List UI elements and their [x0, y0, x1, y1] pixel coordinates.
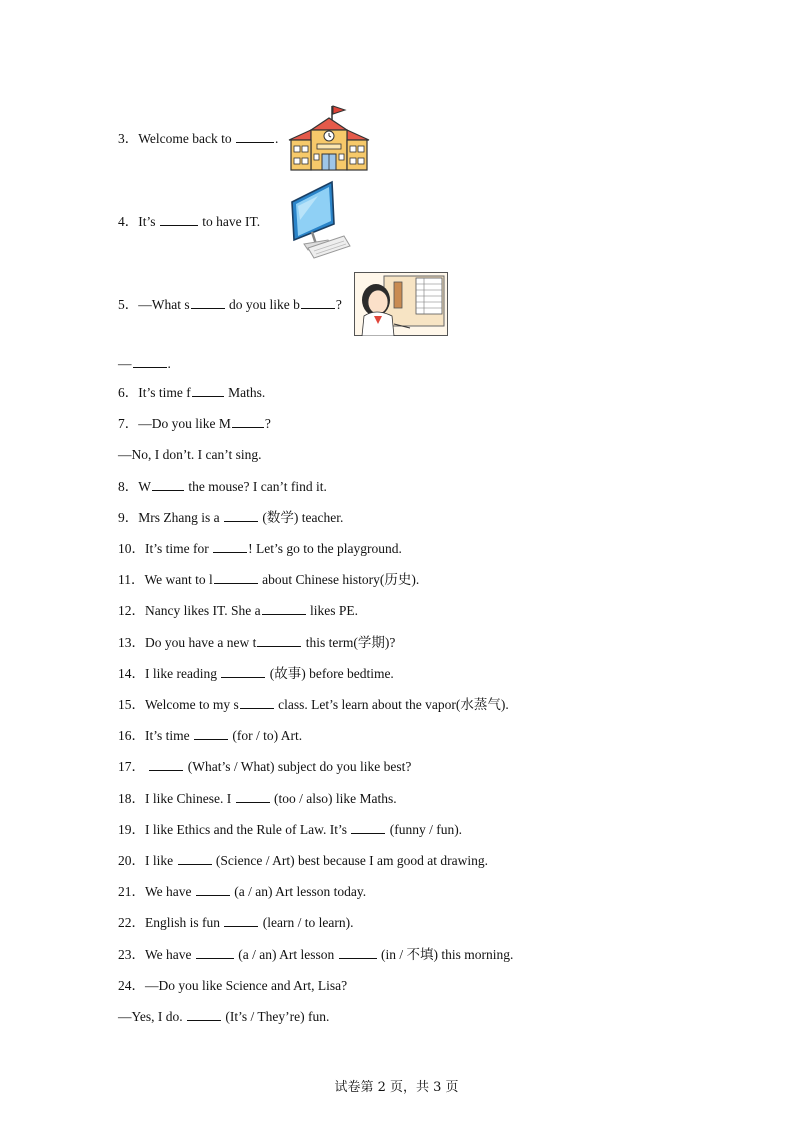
- question-20: 20．I like (Science / Art) best because I am good at drawing.: [118, 853, 489, 868]
- answer-blank[interactable]: [178, 852, 212, 865]
- page-footer: 试卷第 2 页，共 3 页: [334, 1080, 459, 1095]
- answer-blank[interactable]: [224, 509, 258, 522]
- answer-blank[interactable]: [236, 130, 274, 143]
- answer-blank[interactable]: [187, 1008, 221, 1021]
- classroom-girl-image: [354, 272, 448, 336]
- question-24-reply: —Yes, I do. (It’s / They’re) fun.: [118, 1009, 330, 1024]
- question-18: 18．I like Chinese. I (too / also) like Maths.: [118, 791, 397, 806]
- answer-blank[interactable]: [196, 883, 230, 896]
- answer-blank[interactable]: [196, 946, 234, 959]
- question-12: 12．Nancy likes IT. She a likes PE.: [118, 603, 358, 618]
- question-4: 4．It’s to have IT.: [118, 214, 261, 229]
- answer-blank[interactable]: [339, 946, 377, 959]
- answer-blank[interactable]: [192, 384, 224, 397]
- question-15: 15．Welcome to my s class. Let’s learn about the vapor(水蒸气).: [118, 697, 509, 712]
- answer-blank[interactable]: [240, 696, 274, 709]
- question-7: 7．—Do you like M ?: [118, 416, 271, 431]
- school-building-image: [287, 104, 371, 172]
- answer-blank[interactable]: [152, 478, 184, 491]
- question-10: 10．It’s time for ! Let’s go to the playground.: [118, 541, 402, 556]
- answer-blank[interactable]: [133, 355, 167, 368]
- question-19: 19．I like Ethics and the Rule of Law. It’s (funny / fun).: [118, 822, 463, 837]
- answer-blank[interactable]: [221, 665, 265, 678]
- answer-blank[interactable]: [232, 415, 264, 428]
- question-8: 8．W the mouse? I can’t find it.: [118, 479, 327, 494]
- question-11: 11．We want to l about Chinese history(历史).: [118, 572, 420, 587]
- question-23: 23．We have (a / an) Art lesson (in / 不填) this morning.: [118, 947, 514, 962]
- answer-blank[interactable]: [262, 602, 306, 615]
- question-6: 6．It’s time f Maths.: [118, 385, 266, 400]
- answer-blank[interactable]: [214, 571, 258, 584]
- question-5-answer: — .: [118, 356, 171, 371]
- answer-blank[interactable]: [257, 634, 301, 647]
- question-13: 13．Do you have a new t this term(学期)?: [118, 635, 396, 650]
- answer-blank[interactable]: [301, 296, 335, 309]
- question-22: 22．English is fun (learn / to learn).: [118, 915, 354, 930]
- answer-blank[interactable]: [351, 821, 385, 834]
- question-14: 14．I like reading (故事) before bedtime.: [118, 666, 394, 681]
- answer-blank[interactable]: [149, 758, 183, 771]
- answer-blank[interactable]: [224, 914, 258, 927]
- question-16: 16．It’s time (for / to) Art.: [118, 728, 303, 743]
- question-7-reply: —No, I don’t. I can’t sing.: [118, 447, 262, 462]
- answer-blank[interactable]: [213, 540, 247, 553]
- question-24: 24．—Do you like Science and Art, Lisa?: [118, 978, 348, 993]
- answer-blank[interactable]: [160, 213, 198, 226]
- question-21: 21．We have (a / an) Art lesson today.: [118, 884, 367, 899]
- computer-monitor-image: [288, 180, 352, 260]
- answer-blank[interactable]: [194, 727, 228, 740]
- question-3: 3．Welcome back to .: [118, 131, 279, 146]
- question-9: 9．Mrs Zhang is a (数学) teacher.: [118, 510, 344, 525]
- question-5: 5．—What s do you like b ?: [118, 297, 342, 312]
- question-17: 17． (What’s / What) subject do you like best?: [118, 759, 412, 774]
- answer-blank[interactable]: [191, 296, 225, 309]
- answer-blank[interactable]: [236, 790, 270, 803]
